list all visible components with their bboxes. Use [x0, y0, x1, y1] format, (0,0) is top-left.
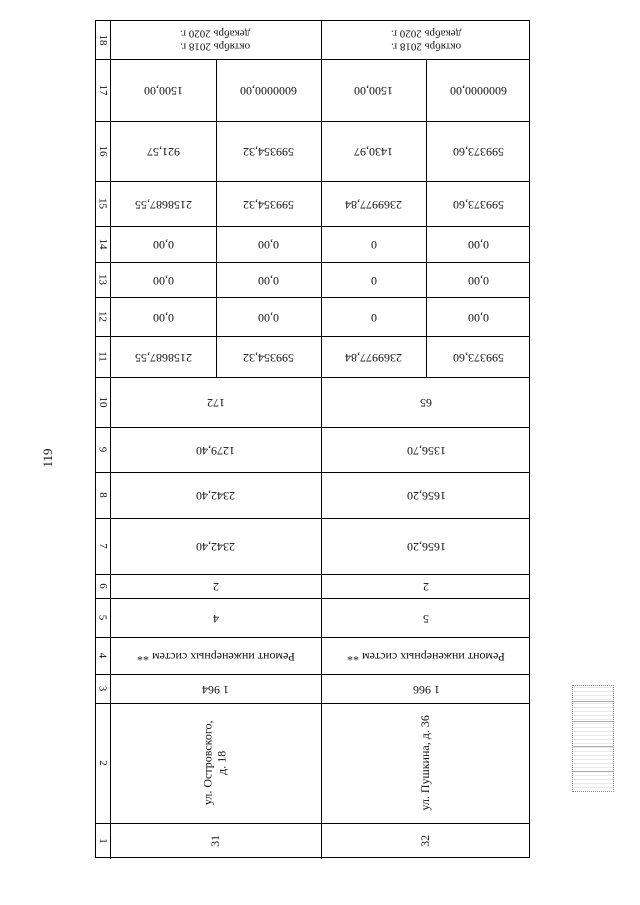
row32-c15a: 599373,60	[453, 197, 504, 212]
row32-residents: 65	[420, 395, 432, 410]
row31-c16b: 921,57	[146, 144, 180, 159]
row31-c14a: 0,00	[258, 237, 279, 252]
row31-year: 1 964	[202, 682, 229, 697]
row31-area-total2: 2342,40	[196, 488, 235, 503]
col-header-14: 14	[97, 238, 109, 250]
row32-c16b: 1430,97	[354, 144, 393, 159]
row32-c17a: 6000000,00	[450, 83, 507, 98]
row32-c13a: 0,00	[468, 273, 489, 288]
page-number: 119	[40, 448, 55, 468]
row31-c15b: 2158687,55	[134, 197, 192, 212]
row32-area-total2: 1656,20	[406, 488, 446, 503]
row32-c12a: 0,00	[468, 310, 489, 325]
row31-work-type: Ремонт инженерных систем **	[136, 649, 295, 664]
col-header-6: 6	[97, 583, 109, 589]
row31-entrances: 2	[212, 579, 219, 594]
row32-c17b: 1500,00	[354, 83, 393, 98]
row32-c12b: 0	[370, 310, 377, 325]
col-header-12: 12	[97, 311, 109, 322]
col-header-16: 16	[97, 145, 109, 157]
col-header-1: 1	[97, 838, 109, 844]
row31-number: 31	[207, 834, 222, 847]
row32-period: октябрь 2018 г. декабрь 2020 г.	[390, 28, 462, 53]
col-header-5: 5	[97, 614, 109, 621]
row31-period: октябрь 2018 г. декабрь 2020 г.	[180, 28, 251, 53]
col-header-10: 10	[97, 396, 109, 408]
row32-address: ул. Пушкина, д. 36	[418, 715, 433, 811]
row32-work-type: Ремонт инженерных систем **	[347, 649, 505, 664]
row31-area-living: 1279,40	[196, 443, 235, 458]
row32-c14a: 0,00	[468, 237, 489, 252]
data-table	[95, 20, 530, 858]
col-header-2: 2	[97, 760, 109, 766]
row32-area-total: 1656,20	[406, 539, 446, 554]
col-header-11: 11	[97, 351, 109, 362]
row31-c11a: 599354,32	[243, 350, 294, 365]
row31-c12b: 0,00	[152, 310, 174, 325]
row31-c17b: 1500,00	[143, 83, 183, 98]
row31-c16a: 599354,32	[243, 144, 294, 159]
row31-c17a: 6000000,00	[240, 83, 297, 98]
col-header-17: 17	[97, 84, 109, 96]
col-header-8: 8	[97, 492, 109, 498]
row32-year: 1 966	[412, 682, 440, 697]
row31-c12a: 0,00	[258, 310, 279, 325]
registration-stamp	[572, 685, 614, 792]
row32-c13b: 0	[370, 273, 377, 288]
row31-c13b: 0,00	[152, 273, 174, 288]
col-header-3: 3	[97, 685, 109, 692]
row32-c11a: 599373,60	[453, 350, 504, 365]
row31-residents: 172	[206, 395, 225, 410]
row32-c14b: 0	[370, 237, 377, 252]
row31-c13a: 0,00	[258, 273, 279, 288]
col-header-13: 13	[97, 274, 109, 285]
row32-number: 32	[418, 834, 433, 847]
col-header-9: 9	[97, 446, 109, 453]
row32-c11b: 2369977,84	[345, 350, 402, 365]
row32-entrances: 2	[423, 579, 429, 594]
row31-c11b: 2158687,55	[134, 350, 192, 365]
row32-area-living: 1356,70	[406, 443, 446, 458]
col-header-4: 4	[97, 652, 109, 659]
row31-address: ул. Островского, д. 18	[200, 720, 229, 806]
row31-c14b: 0,00	[152, 237, 174, 252]
row31-area-total: 2342,40	[196, 539, 235, 554]
row32-floors: 5	[423, 611, 429, 626]
col-header-18: 18	[97, 34, 109, 46]
row32-c15b: 2369977,84	[345, 197, 402, 212]
row31-c15a: 599354,32	[243, 197, 294, 212]
row32-c16a: 599373,60	[453, 144, 504, 159]
row31-floors: 4	[212, 611, 219, 626]
col-header-7: 7	[97, 543, 109, 549]
col-header-15: 15	[97, 198, 109, 209]
